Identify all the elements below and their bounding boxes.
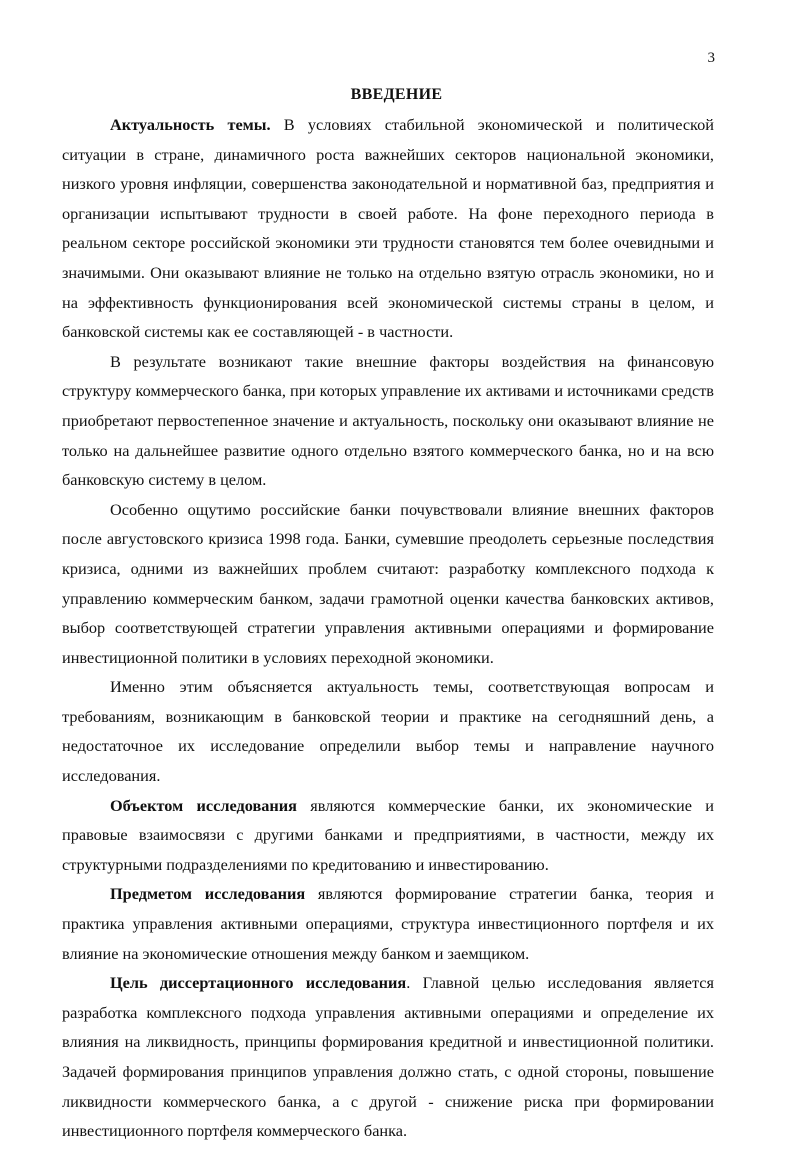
paragraph-text: Особенно ощутимо российские банки почувствовали влияние внешних факторов после августовского кризиса 1998 года. Банки, сумевшие преодолеть серьезные последствия кризиса, одними из важнейших проблем считают: разработку комплексного подхода к управлению коммерческим банком, задачи грамотной оценки качества банковских активов, выбор соответствующей стратегии управления активными операциями и формирование инвестиционной политики в условиях переходной экономики. bbox=[62, 499, 714, 667]
paragraph-text: В результате возникают такие внешние факторы воздействия на финансовую структуру коммерческого банка, при которых управление их активами и источниками средств приобретают первостепенное значение и актуальность, поскольку они оказывают влияние не только на дальнейшее развитие одного отдельно взятого коммерческого банка, но и на всю банковскую систему в целом. bbox=[62, 351, 714, 490]
paragraph-text: являются формирование стратегии банка, теория и практика управления активными операциями, структура инвестиционного портфеля и их влияние на экономические отношения между банком и заемщиком. bbox=[62, 884, 714, 963]
paragraph-lead: Актуальность темы. bbox=[110, 115, 271, 134]
paragraph-text: являются коммерческие банки, их экономические и правовые взаимосвязи с другими банками и предприятиями, в частности, между их структурными подразделениями по кредитованию и инвестированию. bbox=[62, 795, 714, 874]
page-title: ВВЕДЕНИЕ bbox=[350, 86, 443, 103]
paragraph-lead: Цель диссертационного исследования bbox=[110, 973, 407, 993]
paragraph-text: . Главной целью исследования является разработка комплексного подхода управления активными операциями и определение их влияния на ликвидность, принципы формирования кредитной и инвестиционной политики. Задачей формирования принципов управления должно стать, с одной стороны, повышение ликвидности коммерческого банка, а с другой - снижение риска при формировании инвестиционного портфеля коммерческого банка. bbox=[62, 973, 714, 1141]
paragraph-crisis bbox=[62, 495, 714, 673]
document-body bbox=[62, 110, 714, 1146]
paragraph-object bbox=[62, 791, 714, 880]
paragraph-relevance bbox=[62, 110, 714, 347]
page-number: 3 bbox=[707, 50, 715, 66]
paragraph-factors bbox=[62, 347, 714, 495]
paragraph-goal bbox=[62, 968, 714, 1146]
paragraph-lead: Объектом исследования bbox=[110, 795, 297, 815]
paragraph-explanation bbox=[62, 672, 714, 790]
paragraph-lead: Предметом исследования bbox=[110, 884, 306, 904]
paragraph-text: Именно этим объясняется актуальность темы, соответствующая вопросам и требованиям, возникающим в банковской теории и практике на сегодняшний день, а недостаточное их исследование определили выбор темы и направление научного исследования. bbox=[62, 677, 714, 786]
paragraph-subject bbox=[62, 879, 714, 968]
paragraph-text: В условиях стабильной экономической и политической ситуации в стране, динамичного роста важнейших секторов национальной экономики, низкого уровня инфляции, совершенства законодательной и нормативной баз, предприятия и организации испытывают трудности в своей работе. На фоне переходного периода в реальном секторе российской экономики эти трудности становятся тем более очевидными и значимыми. Они оказывают влияние не только на отдельно взятую отрасль экономики, но и на эффективность функционирования всей экономической системы страны в целом, и банковской системы как ее составляющей - в частности. bbox=[62, 115, 714, 342]
